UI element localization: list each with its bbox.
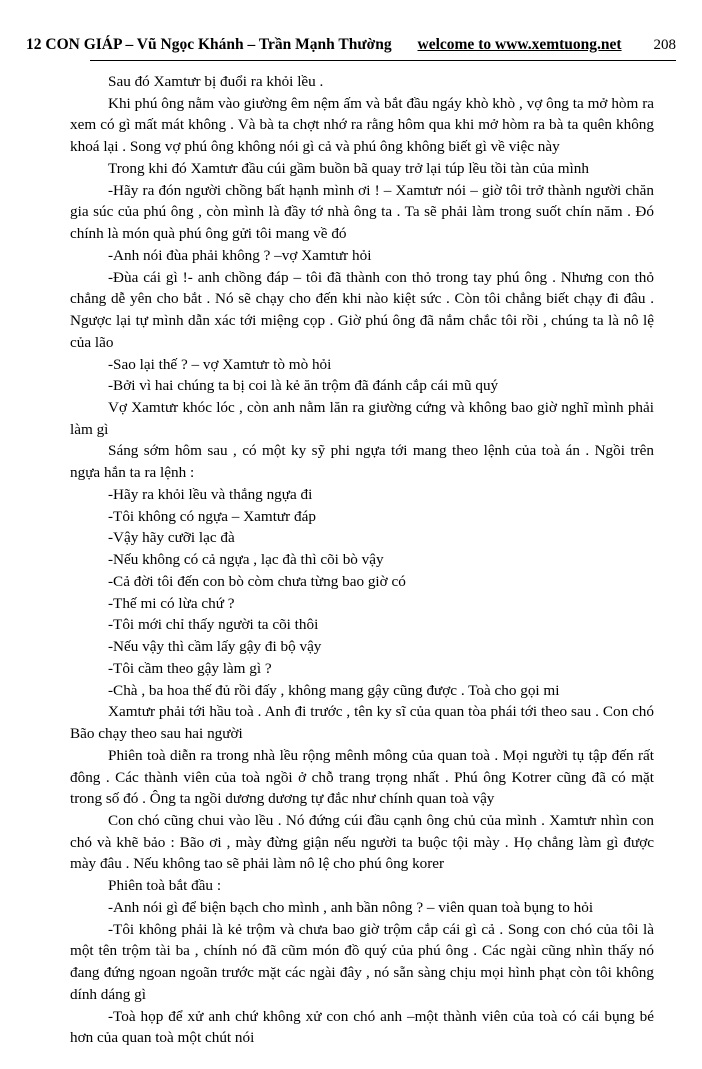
paragraph: -Tôi cầm theo gậy làm gì ? xyxy=(108,659,272,677)
paragraph: -Thế mi có lừa chứ ? xyxy=(108,594,235,612)
paragraph: Phiên toà bắt đầu : xyxy=(108,877,222,895)
paragraph: -Chà , ba hoa thế đủ rồi đấy , không mang gậy cũng được . Toà cho gọi mi xyxy=(108,681,560,699)
paragraph: Sáng sớm hôm sau , có một ky sỹ phi ngựa tới mang theo lệnh của toà án . Ngồi trên ngựa hắn ta ra lệnh : xyxy=(70,442,654,482)
paragraph: Phiên toà diễn ra trong nhà lều rộng mênh mông của quan toà . Mọi người tụ tập đến rất đông . Các thành viên của toà ngồi ở chỗ trang trọng nhất . Phú ông Kotrer cũng đã có mặt trong số đó . Ông ta ngồi dương dương tự đắc như chính quan toà vậy xyxy=(70,746,654,808)
paragraph: -Hãy ra đón người chồng bất hạnh mình ơi ! – Xamtưr nói – giờ tôi trở thành người chăn gia súc của phú ông , còn mình là đầy tớ nhà ông ta . Ta sẽ phải làm trong suốt chín năm . Đó chính là món quà phú ông gửi tôi mang về đó xyxy=(70,181,654,243)
paragraph: -Tôi không có ngựa – Xamtưr đáp xyxy=(108,507,316,525)
header-divider xyxy=(90,60,676,61)
paragraph: -Anh nói gì để biện bạch cho mình , anh bần nông ? – viên quan toà bụng to hỏi xyxy=(108,898,594,916)
paragraph: -Hãy ra khỏi lều và thắng ngựa đi xyxy=(108,485,313,503)
paragraph: -Anh nói đùa phải không ? –vợ Xamtưr hỏi xyxy=(108,246,372,264)
paragraph: Xamtưr phải tới hầu toà . Anh đi trước , tên ky sĩ của quan tòa phái tới theo sau . Con chó Bão chạy theo sau hai người xyxy=(70,703,654,743)
paragraph: -Toà họp để xử anh chứ không xử con chó anh –một thành viên của toà có cái bụng bé hơn của quan toà một chút nói xyxy=(70,1007,654,1047)
page-header xyxy=(26,36,676,54)
paragraph: Vợ Xamtưr khóc lóc , còn anh nằm lăn ra giường cứng và không bao giờ nghĩ mình phải làm gì xyxy=(70,399,654,438)
paragraph: -Sao lại thế ? – vợ Xamtưr tò mò hỏi xyxy=(108,355,332,373)
paragraph: -Vậy hãy cưỡi lạc đà xyxy=(108,529,235,547)
paragraph: Con chó cũng chui vào lều . Nó đứng cúi đầu cạnh ông chủ của mình . Xamtưr nhìn con chó và khẽ bảo : Bão ơi , mày đừng giận nếu người ta buộc tội mày . Họ chẳng làm gì được mày đâu . Nếu không tao sẽ phải làm nô lệ cho phú ông korer xyxy=(70,811,654,873)
paragraph: -Cả đời tôi đến con bò còm chưa từng bao giờ có xyxy=(108,572,406,590)
paragraph: -Bởi vì hai chúng ta bị coi là kẻ ăn trộm đã đánh cắp cái mũ quý xyxy=(108,377,499,395)
paragraph: -Nếu vậy thì cầm lấy gậy đi bộ vậy xyxy=(108,638,322,656)
header-book-title: 12 CON GIÁP – Vũ Ngọc Khánh – Trần Mạnh Thường xyxy=(26,36,392,53)
paragraph: -Tôi mới chỉ thấy người ta cõi thôi xyxy=(108,616,319,634)
document-body xyxy=(26,71,676,1049)
paragraph: Sau đó Xamtưr bị đuổi ra khỏi lều . xyxy=(108,73,324,90)
header-website-link[interactable]: welcome to www.xemtuong.net xyxy=(417,36,622,53)
page-number: 208 xyxy=(653,37,676,53)
paragraph: -Tôi không phải là kẻ trộm và chưa bao giờ trộm cắp cái gì cả . Song con chó của tôi là một tên trộm tài ba , chính nó đã cũm món đồ quý của phú ông . Các ngài cũng nhìn thấy nó đang đứng ngoan ngoãn trước mặt các ngài đây , nó sẵn sàng chịu mọi hình phạt còn tôi không dính dáng gì xyxy=(70,920,654,1003)
paragraph: -Nếu không có cả ngựa , lạc đà thì cõi bò vậy xyxy=(108,551,384,569)
paragraph: Khi phú ông nằm vào giường êm nệm ấm và bắt đầu ngáy khò khò , vợ ông ta mở hòm ra xem có gì mất mát không . Và bà ta chợt nhớ ra rằng hôm qua khi mở hòm ra bà ta quên không khoá lại . Song vợ phú ông không nói gì cả và phú ông không biết gì về việc này xyxy=(70,94,654,156)
paragraph: Trong khi đó Xamtưr đầu cúi gầm buồn bã quay trở lại túp lều tồi tàn của mình xyxy=(108,159,589,177)
paragraph: -Đùa cái gì !- anh chồng đáp – tôi đã thành con thỏ trong tay phú ông . Nhưng con thỏ chẳng dễ yên cho bắt . Nó sẽ chạy cho đến khi nào kiệt sức . Còn tôi chẳng biết chạy đi đâu . Ngược lại tự mình dẫn xác tới miệng cọp . Giờ phú ông đã nắm chắc tôi rồi , chúng ta là nô lệ của lão xyxy=(70,268,654,351)
